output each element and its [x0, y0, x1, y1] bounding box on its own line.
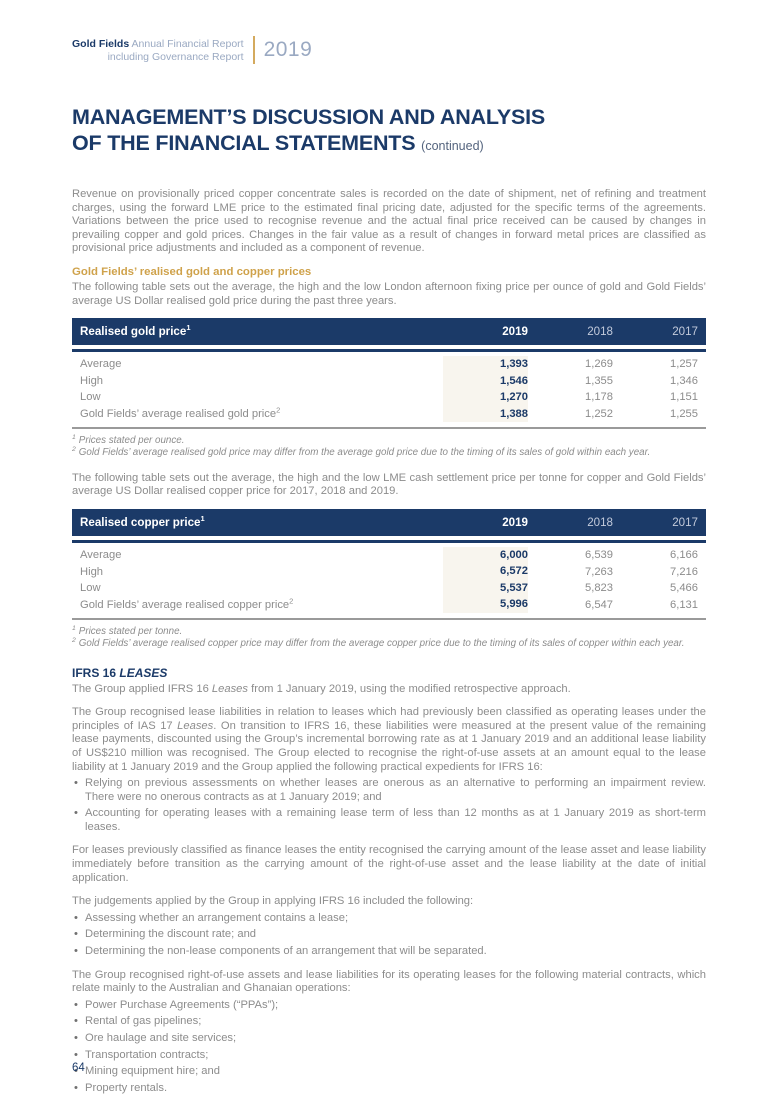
intro-paragraph: Revenue on provisionally priced copper concentrate sales is recorded on the date of shipment, net of refining and treatment charges, using the forward LME price to the estimated final pricing date, adjusted for the specific terms of the agreements. Variations between the price used to recognise revenue and the actual final price received can be caused by changes in prevailing copper and gold prices. Changes in the fair value as a result of changes in forward metal prices are classified as provisional price adjustments and included as a component of revenue.	[72, 188, 706, 255]
footnote: $^2$ Gold Fields’ average realised copper price may differ from the average copper price due to the timing of its sales of copper within each year.	[72, 636, 685, 650]
list-item: • Rental of gas pipelines;	[72, 1015, 706, 1029]
brand-header	[72, 36, 706, 64]
list-item: • Transportation contracts;	[72, 1049, 706, 1063]
brand-divider	[253, 36, 255, 64]
gold-table-body	[72, 352, 706, 429]
page-title	[72, 104, 706, 159]
brand-line2: including Governance Report	[107, 51, 244, 63]
copper-table-body	[72, 543, 706, 620]
gold-table-intro: The following table sets out the average, the high and the low London afternoon fixing price per ounce of gold and Gold Fields’ average US Dollar realised gold price during the past three years.	[72, 280, 706, 307]
gold-col-2017: 2017	[672, 325, 698, 339]
brand-name: Gold Fields	[72, 38, 130, 50]
ifrs-paragraph-4: The judgements applied by the Group in applying IFRS 16 included the following:	[72, 895, 474, 908]
gold-table-footnotes	[72, 435, 706, 460]
list-item: • Mining equipment hire; and	[72, 1065, 706, 1079]
list-item: • Ore haulage and site services;	[72, 1032, 706, 1046]
table-row: Low 1,270 1,178 1,151	[72, 389, 706, 406]
brand-text	[72, 36, 244, 64]
copper-col-2019: 2019	[502, 515, 528, 529]
table-row: Low 5,537 5,823 5,466	[72, 580, 706, 597]
section-heading-ifrs16: IFRS 16 LEASES	[72, 665, 168, 680]
copper-table-title: Realised copper price$^1$	[80, 514, 205, 529]
ifrs-contracts-list	[72, 999, 706, 1096]
list-item: • Determining the discount rate; and	[72, 928, 706, 942]
ifrs-paragraph-5: The Group recognised right-of-use assets and lease liabilities for its operating leases for the following material contracts, which relate mainly to the Australian and Ghanaian operations:	[72, 968, 706, 995]
table-row: High 6,572 7,263 7,216	[72, 563, 706, 580]
copper-col-2017: 2017	[672, 515, 698, 529]
table-row: Average 1,393 1,269 1,257	[72, 356, 706, 373]
gold-col-2019: 2019	[502, 325, 528, 339]
copper-table-footnotes	[72, 626, 706, 651]
table-row: Gold Fields’ average realised gold price$^2$ 1,388 1,252 1,255	[72, 406, 706, 423]
list-item: • Assessing whether an arrangement contains a lease;	[72, 912, 706, 926]
ifrs-paragraph-1: The Group applied IFRS 16 Leases from 1 January 2019, using the modified retrospective approach.	[72, 682, 571, 695]
copper-table-intro: The following table sets out the average, the high and the low LME cash settlement price per tonne for copper and Gold Fields’ average US Dollar realised copper price for 2017, 2018 and 2019.	[72, 471, 706, 498]
page-title-line2: OF THE FINANCIAL STATEMENTS (continued)	[72, 131, 484, 155]
footnote: $^1$ Prices stated per tonne.	[72, 624, 183, 637]
list-item: • Power Purchase Agreements (“PPAs”);	[72, 999, 706, 1013]
brand-year: 2019	[263, 38, 313, 61]
list-item: • Accounting for operating leases with a remaining lease term of less than 12 months as at 1 January 2019 as short-term leases.	[72, 807, 706, 834]
ifrs-judgements-list	[72, 912, 706, 959]
table-row: Gold Fields’ average realised copper price$^2$ 5,996 6,547 6,131	[72, 596, 706, 613]
footnote: $^2$ Gold Fields’ average realised gold price may differ from the average gold price due to the timing of its sales of gold within each year.	[72, 446, 651, 459]
list-item: • Property rentals.	[72, 1082, 706, 1096]
gold-table-title: Realised gold price$^1$	[80, 323, 191, 339]
list-item: • Determining the non-lease components of an arrangement that will be separated.	[72, 945, 706, 959]
page-title-line1: MANAGEMENT’S DISCUSSION AND ANALYSIS	[72, 105, 546, 129]
brand-line1-rest: Annual Financial Report	[129, 38, 244, 50]
table-row: High 1,546 1,355 1,346	[72, 373, 706, 390]
ifrs-expedients-list	[72, 777, 706, 834]
ifrs-paragraph-2: The Group recognised lease liabilities in relation to leases which had previously been classified as operating leases under the principles of IAS 17 Leases. On transition to IFRS 16, these liabilities were measured at the present value of the remaining lease payments, discounted using the Group’s incremental borrowing rate as at 1 January 2019 and an additional lease liability of US$210 million was recognised. The Group elected to recognise the right-of-use assets at an amount equal to the lease liability at 1 January 2019 and the Group applied the following practical expedients for IFRS 16:	[72, 706, 706, 773]
gold-col-2018: 2018	[587, 325, 613, 339]
page-number: 64	[72, 1062, 85, 1074]
copper-col-2018: 2018	[587, 515, 613, 529]
gold-table-header	[72, 318, 706, 345]
footnote: $^1$ Prices stated per ounce.	[72, 433, 185, 447]
page-title-continued: (continued)	[421, 139, 484, 153]
copper-table-header	[72, 509, 706, 536]
section-heading-realised-prices: Gold Fields’ realised gold and copper prices	[72, 265, 312, 278]
realised-gold-price-table	[72, 318, 706, 460]
table-row: Average 6,000 6,539 6,166	[72, 547, 706, 564]
ifrs-paragraph-3: For leases previously classified as finance leases the entity recognised the carrying amount of the lease asset and lease liability immediately before transition as the carrying amount of the right-of-use asset and the lease liability at the date of initial application.	[72, 844, 706, 884]
realised-copper-price-table	[72, 509, 706, 651]
list-item: • Relying on previous assessments on whether leases are onerous as an alternative to performing an impairment review. There were no onerous contracts as at 1 January 2019; and	[72, 777, 706, 804]
